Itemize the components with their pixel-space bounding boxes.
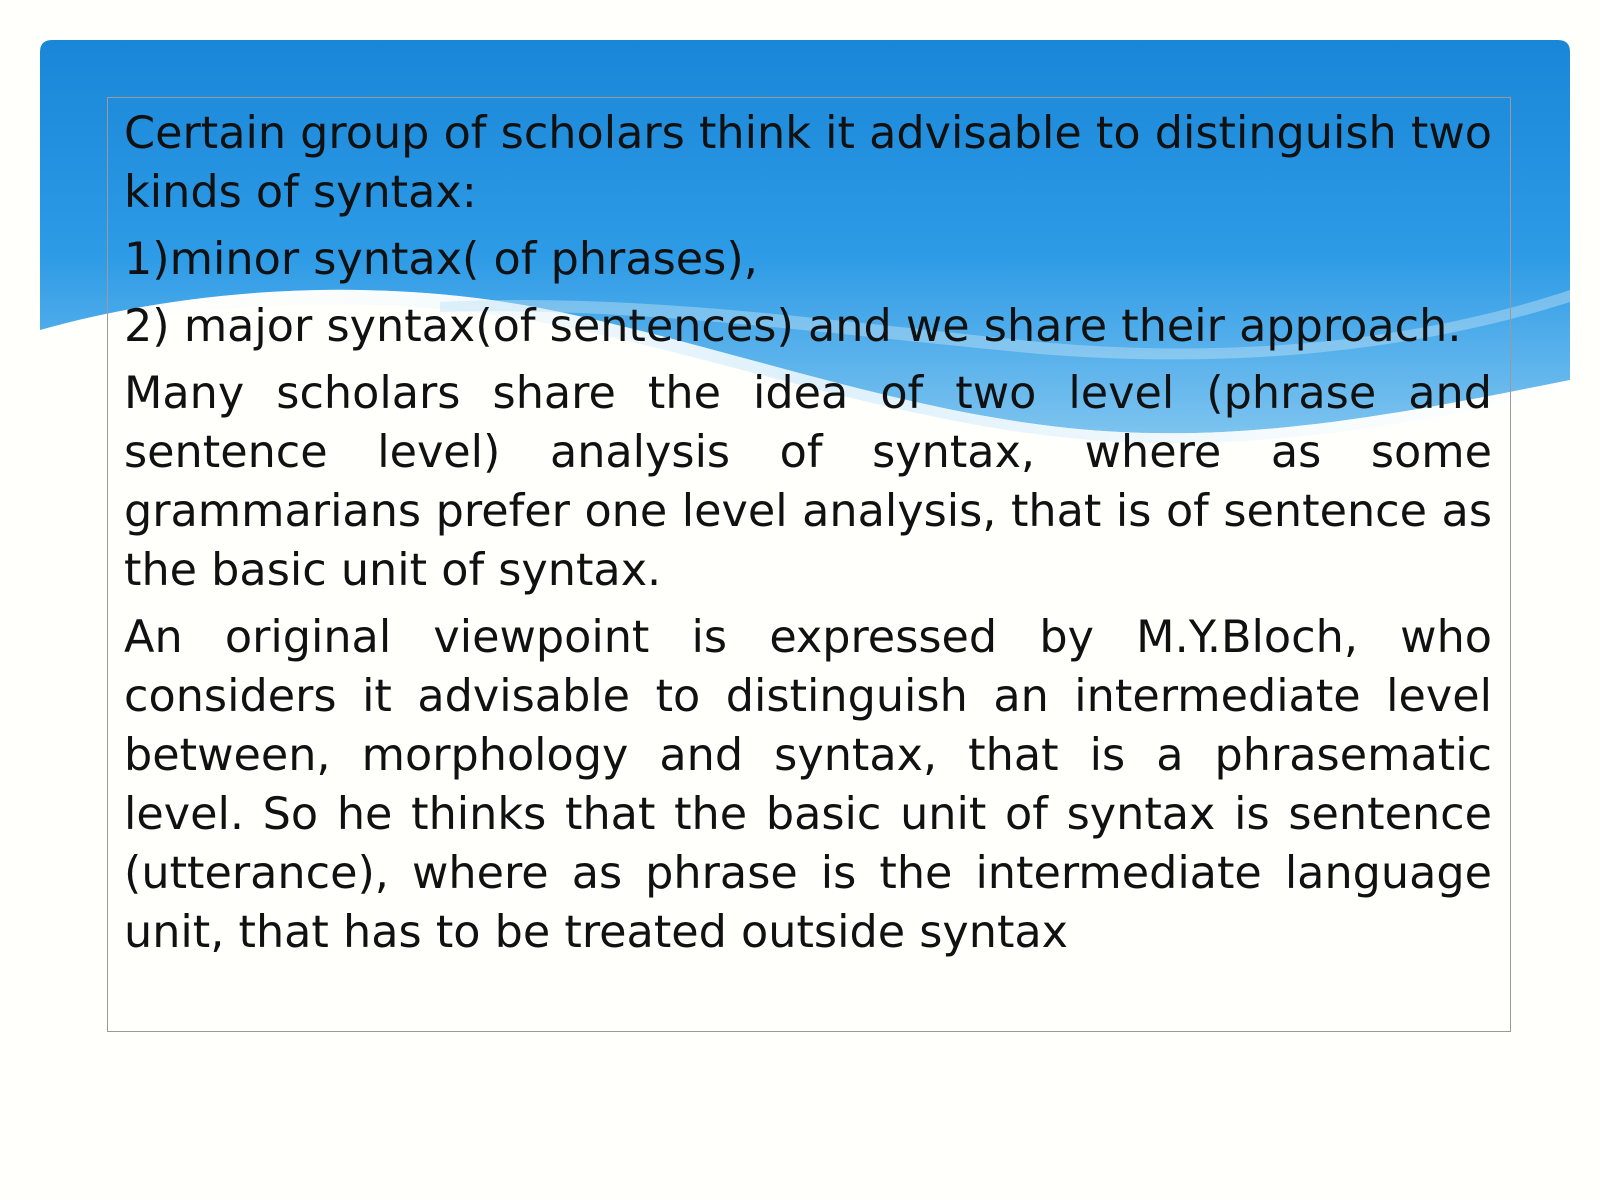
- paragraph-two-level-analysis: Many scholars share the idea of two level (phrase and sentence level) analysis of syntax, where as some grammarians prefer one level analysis, that is of sentence as the basic unit of syntax.: [124, 368, 1492, 596]
- paragraph-major-syntax: 2) major syntax(of sentences) and we share their approach.: [124, 301, 1462, 352]
- paragraph-bloch-viewpoint: An original viewpoint is expressed by M.Y.Bloch, who considers it advisable to distinguish an intermediate level between, morphology and syntax, that is a phrasematic level. So he thinks that the basic unit of syntax is sentence (utterance), where as phrase is the intermediate language unit, that has to be treated outside syntax: [124, 612, 1492, 958]
- paragraph-minor-syntax: 1)minor syntax( of phrases),: [124, 234, 758, 285]
- content-text-box: [107, 97, 1511, 1032]
- paragraph-intro: Certain group of scholars think it advisable to distinguish two kinds of syntax:: [124, 108, 1492, 218]
